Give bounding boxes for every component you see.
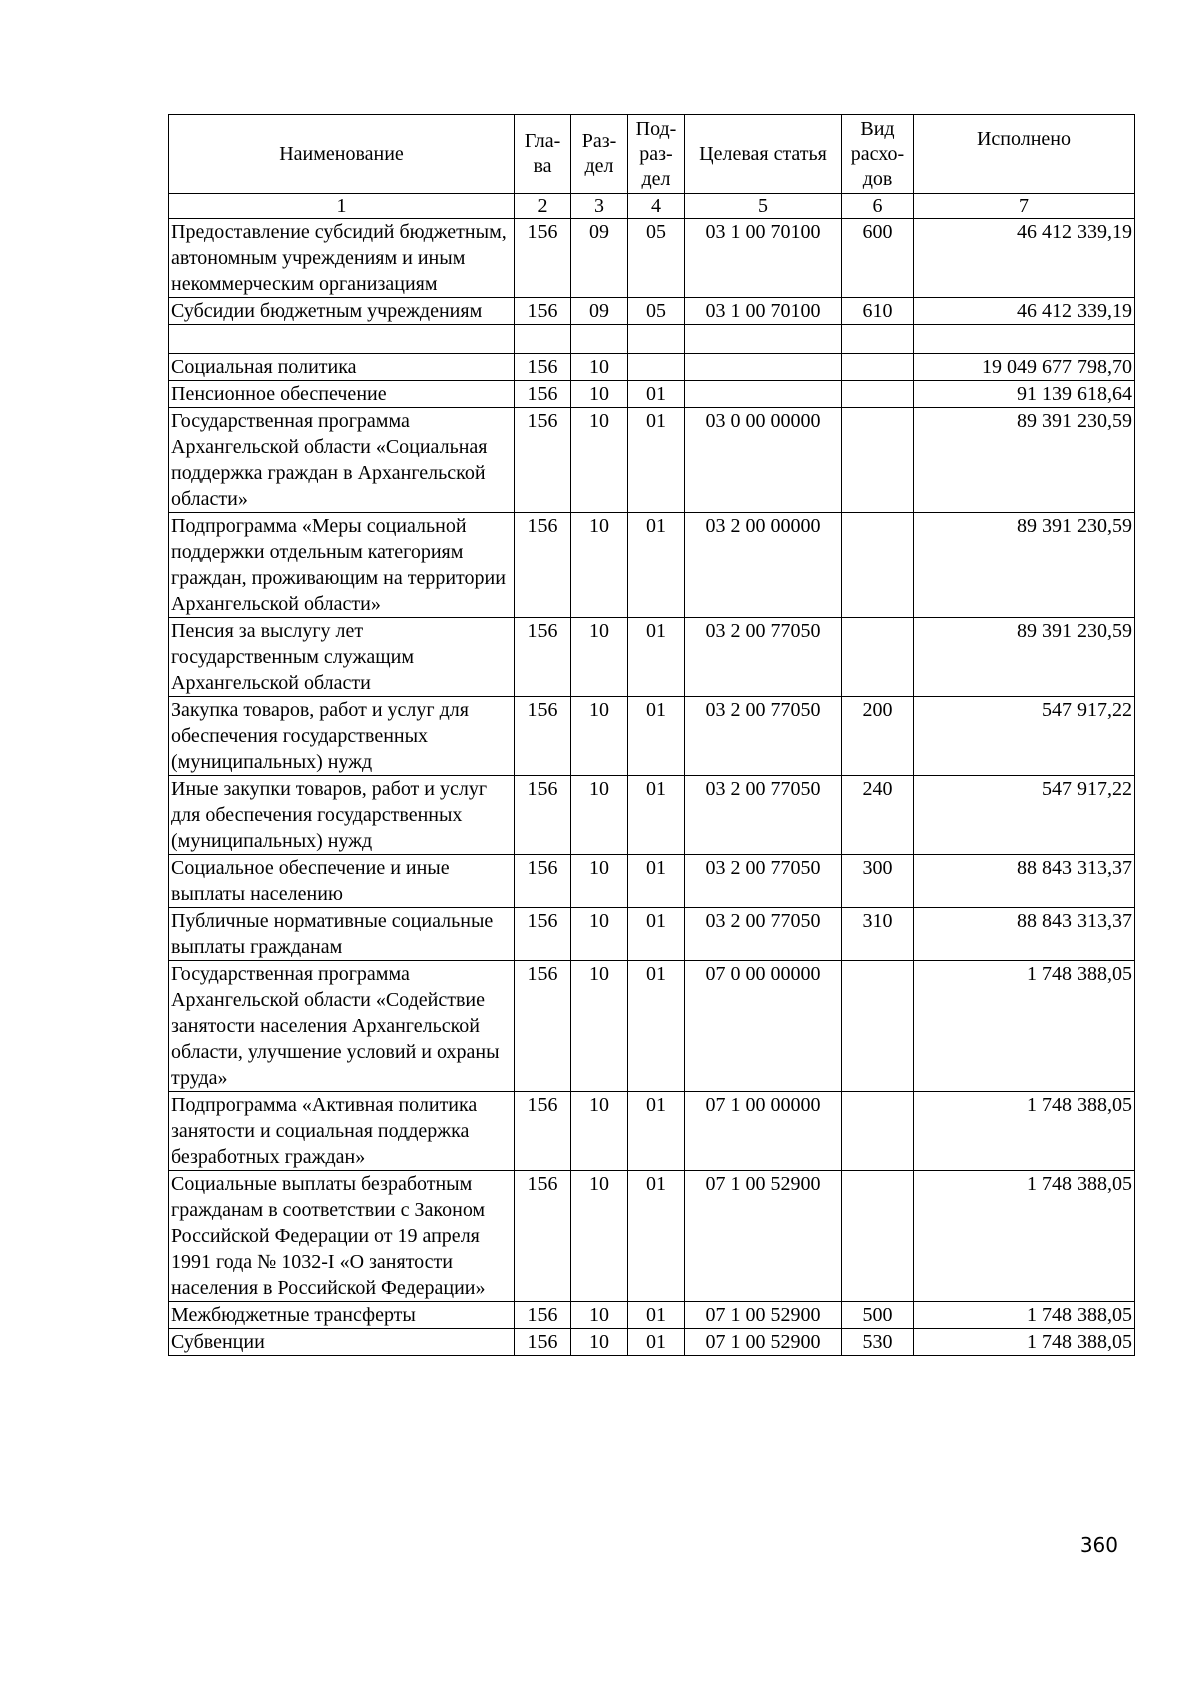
cell-razdel: 10 — [571, 697, 628, 776]
cell-vid — [842, 381, 914, 408]
cell-name: Подпрограмма «Активная политика занятости и социальная поддержка безработных граждан» — [169, 1092, 515, 1171]
cell-glava: 156 — [515, 961, 571, 1092]
cell-executed: 1 748 388,05 — [914, 1092, 1135, 1171]
column-number: 2 — [515, 194, 571, 219]
cell-razdel: 10 — [571, 1092, 628, 1171]
cell-razdel: 10 — [571, 354, 628, 381]
cell-glava: 156 — [515, 697, 571, 776]
cell-glava: 156 — [515, 298, 571, 325]
cell-razdel: 10 — [571, 908, 628, 961]
header-row — [169, 115, 1135, 194]
cell-vid: 310 — [842, 908, 914, 961]
table-row — [169, 298, 1135, 325]
cell-vid — [842, 354, 914, 381]
cell-target: 03 2 00 77050 — [685, 908, 842, 961]
cell-name: Иные закупки товаров, работ и услуг для обеспечения государственных (муниципальных) нужд — [169, 776, 515, 855]
cell-executed: 91 139 618,64 — [914, 381, 1135, 408]
cell-glava: 156 — [515, 513, 571, 618]
cell-executed: 46 412 339,19 — [914, 219, 1135, 298]
cell-razdel: 09 — [571, 219, 628, 298]
cell-target: 03 1 00 70100 — [685, 298, 842, 325]
cell-podrazdel: 01 — [628, 1329, 685, 1356]
cell-name: Пенсионное обеспечение — [169, 381, 515, 408]
cell-vid: 500 — [842, 1302, 914, 1329]
cell-target: 07 0 00 00000 — [685, 961, 842, 1092]
cell-podrazdel: 05 — [628, 219, 685, 298]
cell-name: Предоставление субсидий бюджетным, автономным учреждениям и иным некоммерческим организациям — [169, 219, 515, 298]
cell-podrazdel: 01 — [628, 513, 685, 618]
cell-glava — [515, 325, 571, 354]
column-number: 6 — [842, 194, 914, 219]
table-row — [169, 325, 1135, 354]
cell-podrazdel: 01 — [628, 1302, 685, 1329]
cell-podrazdel: 01 — [628, 961, 685, 1092]
cell-glava: 156 — [515, 908, 571, 961]
cell-target: 03 1 00 70100 — [685, 219, 842, 298]
cell-target: 03 2 00 00000 — [685, 513, 842, 618]
cell-target: 03 2 00 77050 — [685, 776, 842, 855]
cell-razdel: 10 — [571, 618, 628, 697]
cell-vid: 600 — [842, 219, 914, 298]
cell-vid — [842, 1092, 914, 1171]
table-row — [169, 961, 1135, 1092]
cell-podrazdel: 01 — [628, 408, 685, 513]
cell-executed: 88 843 313,37 — [914, 908, 1135, 961]
table-row — [169, 697, 1135, 776]
cell-name: Социальная политика — [169, 354, 515, 381]
budget-table — [168, 114, 1135, 1356]
cell-executed: 88 843 313,37 — [914, 855, 1135, 908]
cell-name: Государственная программа Архангельской области «Содействие занятости населения Архангельской области, улучшение условий и охраны труда» — [169, 961, 515, 1092]
table-row — [169, 618, 1135, 697]
cell-razdel: 10 — [571, 1171, 628, 1302]
cell-razdel: 10 — [571, 381, 628, 408]
cell-podrazdel: 01 — [628, 618, 685, 697]
cell-name: Социальные выплаты безработным гражданам в соответствии с Законом Российской Федерации от 19 апреля 1991 года № 1032-I «О занятости населения в Российской Федерации» — [169, 1171, 515, 1302]
cell-vid: 200 — [842, 697, 914, 776]
cell-podrazdel: 01 — [628, 908, 685, 961]
cell-target: 07 1 00 00000 — [685, 1092, 842, 1171]
cell-podrazdel: 01 — [628, 1171, 685, 1302]
cell-vid: 240 — [842, 776, 914, 855]
cell-razdel: 10 — [571, 776, 628, 855]
cell-target: 03 2 00 77050 — [685, 618, 842, 697]
cell-target: 07 1 00 52900 — [685, 1302, 842, 1329]
cell-vid — [842, 408, 914, 513]
column-number: 5 — [685, 194, 842, 219]
table-row — [169, 513, 1135, 618]
cell-target — [685, 381, 842, 408]
header-razdel: Раз- дел — [571, 115, 628, 194]
cell-target: 03 2 00 77050 — [685, 697, 842, 776]
column-number: 1 — [169, 194, 515, 219]
cell-podrazdel — [628, 354, 685, 381]
table-row — [169, 855, 1135, 908]
cell-vid — [842, 961, 914, 1092]
cell-glava: 156 — [515, 408, 571, 513]
cell-glava: 156 — [515, 354, 571, 381]
cell-name: Субвенции — [169, 1329, 515, 1356]
table-row — [169, 1171, 1135, 1302]
cell-name: Публичные нормативные социальные выплаты гражданам — [169, 908, 515, 961]
cell-target: 07 1 00 52900 — [685, 1329, 842, 1356]
cell-executed: 1 748 388,05 — [914, 1329, 1135, 1356]
cell-razdel: 10 — [571, 1302, 628, 1329]
cell-name — [169, 325, 515, 354]
cell-name: Подпрограмма «Меры социальной поддержки отдельным категориям граждан, проживающим на территории Архангельской области» — [169, 513, 515, 618]
cell-executed: 1 748 388,05 — [914, 1171, 1135, 1302]
cell-podrazdel: 01 — [628, 1092, 685, 1171]
cell-executed: 89 391 230,59 — [914, 618, 1135, 697]
cell-razdel: 09 — [571, 298, 628, 325]
table-row — [169, 1092, 1135, 1171]
cell-executed: 89 391 230,59 — [914, 408, 1135, 513]
cell-glava: 156 — [515, 1092, 571, 1171]
cell-razdel: 10 — [571, 961, 628, 1092]
cell-glava: 156 — [515, 618, 571, 697]
cell-podrazdel: 01 — [628, 776, 685, 855]
cell-target — [685, 354, 842, 381]
cell-vid — [842, 513, 914, 618]
header-glava: Гла- ва — [515, 115, 571, 194]
cell-glava: 156 — [515, 776, 571, 855]
cell-glava: 156 — [515, 855, 571, 908]
cell-name: Закупка товаров, работ и услуг для обеспечения государственных (муниципальных) нужд — [169, 697, 515, 776]
cell-razdel: 10 — [571, 513, 628, 618]
cell-razdel: 10 — [571, 408, 628, 513]
cell-vid: 610 — [842, 298, 914, 325]
cell-podrazdel: 05 — [628, 298, 685, 325]
cell-vid: 300 — [842, 855, 914, 908]
cell-razdel: 10 — [571, 1329, 628, 1356]
column-number: 3 — [571, 194, 628, 219]
cell-glava: 156 — [515, 1171, 571, 1302]
cell-podrazdel — [628, 325, 685, 354]
cell-podrazdel: 01 — [628, 855, 685, 908]
cell-razdel — [571, 325, 628, 354]
cell-executed: 19 049 677 798,70 — [914, 354, 1135, 381]
cell-vid — [842, 618, 914, 697]
cell-name: Пенсия за выслугу лет государственным служащим Архангельской области — [169, 618, 515, 697]
cell-razdel: 10 — [571, 855, 628, 908]
header-executed: Исполнено — [914, 115, 1135, 194]
column-number: 4 — [628, 194, 685, 219]
cell-glava: 156 — [515, 219, 571, 298]
table-row — [169, 219, 1135, 298]
table-row — [169, 908, 1135, 961]
cell-target: 03 2 00 77050 — [685, 855, 842, 908]
cell-executed: 547 917,22 — [914, 776, 1135, 855]
cell-executed: 1 748 388,05 — [914, 961, 1135, 1092]
page-number: 360 — [1079, 1533, 1118, 1557]
header-target: Целевая статья — [685, 115, 842, 194]
header-vid: Вид расхо- дов — [842, 115, 914, 194]
table-row — [169, 408, 1135, 513]
cell-name: Государственная программа Архангельской области «Социальная поддержка граждан в Архангельской области» — [169, 408, 515, 513]
cell-target: 07 1 00 52900 — [685, 1171, 842, 1302]
table-row — [169, 1329, 1135, 1356]
table-row — [169, 381, 1135, 408]
column-number: 7 — [914, 194, 1135, 219]
table-body — [169, 219, 1135, 1356]
cell-vid — [842, 1171, 914, 1302]
cell-vid: 530 — [842, 1329, 914, 1356]
cell-executed: 1 748 388,05 — [914, 1302, 1135, 1329]
cell-executed: 89 391 230,59 — [914, 513, 1135, 618]
cell-executed: 46 412 339,19 — [914, 298, 1135, 325]
table-row — [169, 776, 1135, 855]
cell-podrazdel: 01 — [628, 381, 685, 408]
cell-target — [685, 325, 842, 354]
header-podrazdel: Под- раз- дел — [628, 115, 685, 194]
cell-executed: 547 917,22 — [914, 697, 1135, 776]
table-row — [169, 354, 1135, 381]
cell-glava: 156 — [515, 1302, 571, 1329]
column-numbers-row — [169, 194, 1135, 219]
cell-name: Межбюджетные трансферты — [169, 1302, 515, 1329]
cell-executed — [914, 325, 1135, 354]
cell-podrazdel: 01 — [628, 697, 685, 776]
cell-glava: 156 — [515, 381, 571, 408]
cell-glava: 156 — [515, 1329, 571, 1356]
header-name: Наименование — [169, 115, 515, 194]
cell-name: Социальное обеспечение и иные выплаты населению — [169, 855, 515, 908]
table-row — [169, 1302, 1135, 1329]
cell-target: 03 0 00 00000 — [685, 408, 842, 513]
cell-vid — [842, 325, 914, 354]
cell-name: Субсидии бюджетным учреждениям — [169, 298, 515, 325]
